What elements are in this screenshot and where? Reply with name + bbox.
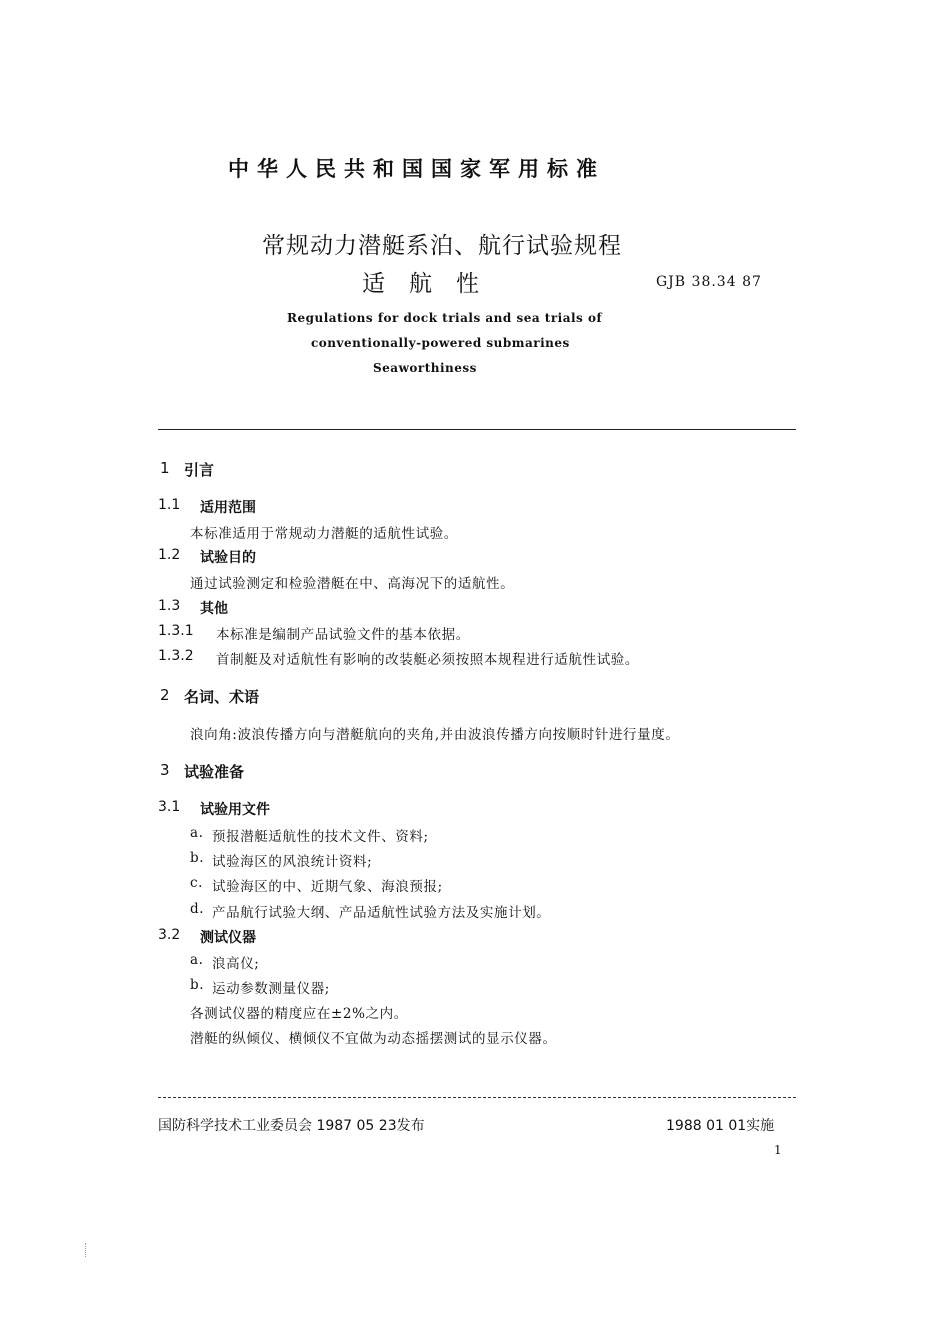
section-2-heading: 名词、术语 [184,688,260,706]
document-title: 常规动力潜艇系泊、航行试验规程 [262,233,622,259]
section-1-3-1-number: 1.3.1 [158,623,194,639]
section-1-3-2-number: 1.3.2 [158,648,194,664]
section-1-2-heading: 试验目的 [200,550,256,566]
section-1-3-2-text: 首制艇及对适航性有影响的改装艇必须按照本规程进行适航性试验。 [216,652,639,668]
list-item-text: 产品航行试验大纲、产品适航性试验方法及实施计划。 [212,905,551,921]
section-3-1-heading: 试验用文件 [200,802,270,818]
section-1-2-number: 1.2 [158,547,181,563]
list-item-text: 试验海区的中、近期气象、海浪预报; [212,879,443,895]
section-3-number: 3 [160,761,170,779]
english-title-line-3: Seaworthiness [373,361,477,375]
section-1-1-text: 本标准适用于常规动力潜艇的适航性试验。 [190,526,458,542]
section-1-2-text: 通过试验测定和检验潜艇在中、高海况下的适航性。 [190,576,515,592]
list-item-marker: a. [190,825,204,841]
list-item-marker: b. [190,850,205,866]
header-divider [158,429,796,430]
section-1-3-heading: 其他 [200,601,228,617]
section-3-2-number: 3.2 [158,927,181,943]
section-1-number: 1 [160,459,170,477]
english-title-line-2: conventionally-powered submarines [311,336,570,350]
list-item-marker: d. [190,901,205,917]
page-number: 1 [774,1143,782,1157]
list-item-text: 浪高仪; [212,956,260,972]
list-item-text: 预报潜艇适航性的技术文件、资料; [212,829,429,845]
issuer-release-date: 国防科学技术工业委员会 1987 05 23发布 [158,1118,425,1134]
section-3-2-note-accuracy: 各测试仪器的精度应在±2%之内。 [190,1006,408,1022]
document-subtitle: 适航性 [362,271,503,297]
list-item-marker: a. [190,952,204,968]
section-1-3-number: 1.3 [158,598,181,614]
english-title-line-1: Regulations for dock trials and sea trials of [287,311,603,325]
section-1-heading: 引言 [184,461,215,479]
section-3-2-heading: 测试仪器 [200,930,256,946]
section-1-3-1-text: 本标准是编制产品试验文件的基本依据。 [216,627,470,643]
effective-date: 1988 01 01实施 [666,1118,775,1134]
list-item-text: 运动参数测量仪器; [212,981,330,997]
section-3-1-number: 3.1 [158,799,181,815]
footer-divider [158,1097,796,1098]
standard-code: GJB 38.34 87 [656,274,762,290]
section-2-number: 2 [160,686,170,704]
scan-artifact-mark [85,1243,89,1257]
section-3-heading: 试验准备 [184,763,245,781]
section-3-2-note-inclinometer: 潜艇的纵倾仪、横倾仪不宜做为动态摇摆测试的显示仪器。 [190,1031,557,1047]
list-item-marker: c. [190,875,204,891]
section-1-1-number: 1.1 [158,497,181,513]
section-1-1-heading: 适用范围 [200,500,256,516]
national-standard-heading: 中华人民共和国国家军用标准 [228,157,605,181]
section-2-text: 浪向角:波浪传播方向与潜艇航向的夹角,并由波浪传播方向按顺时针进行量度。 [190,727,680,743]
list-item-text: 试验海区的风浪统计资料; [212,854,373,870]
list-item-marker: b. [190,977,205,993]
